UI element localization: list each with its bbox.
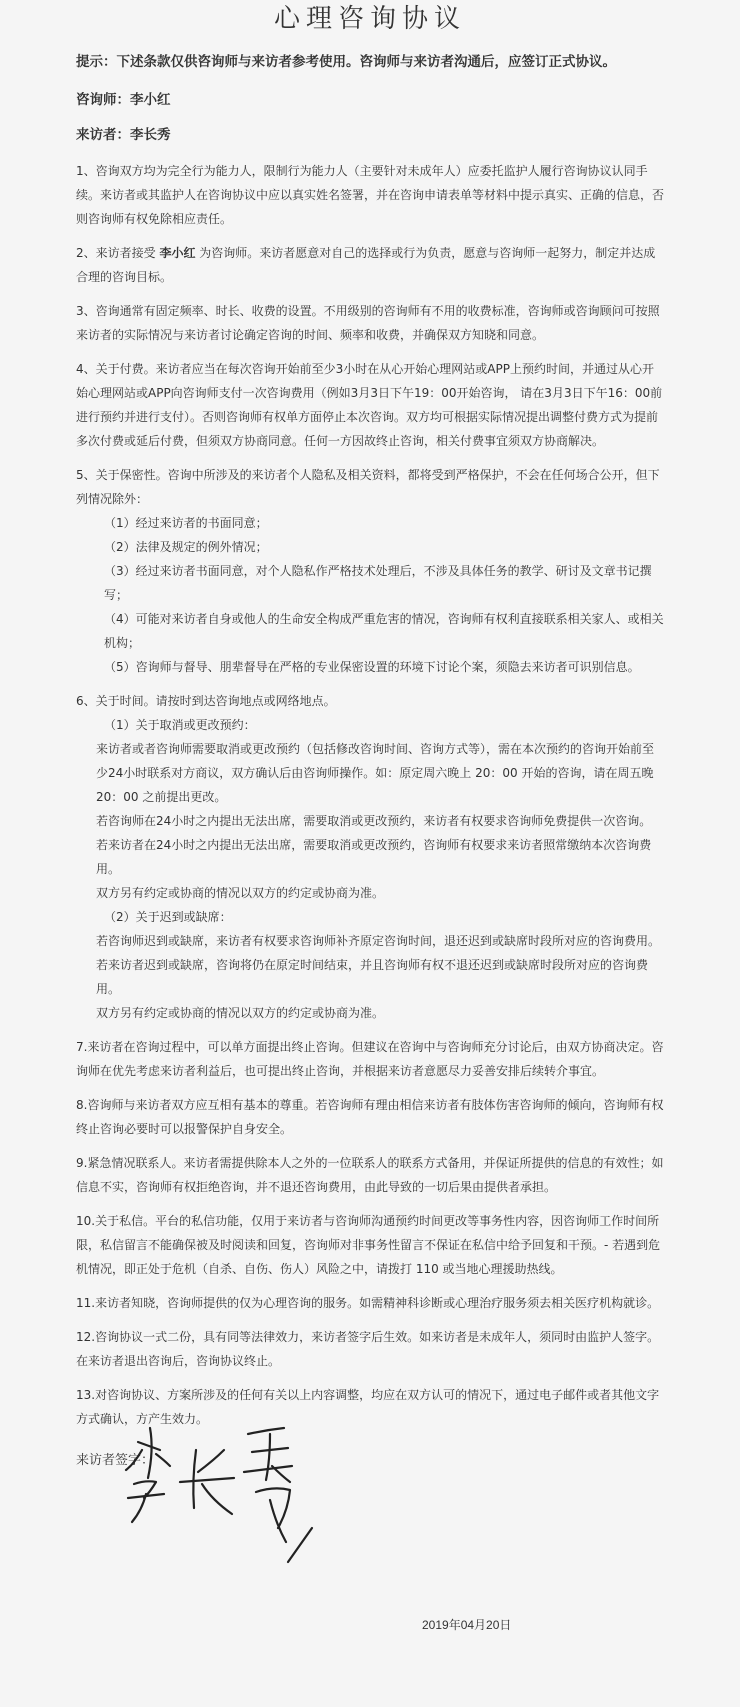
clause-7: 7.来访者在咨询过程中，可以单方面提出终止咨询。但建议在咨询中与咨询师充分讨论后，由双方协商决定。咨询师在优先考虑来访者利益后，也可提出终止咨询，并根据来访者意愿尽力妥善安排后续转介事宜。 (76, 1040, 664, 1078)
clause-1: 1、咨询双方均为完全行为能力人，限制行为能力人（主要针对未成年人）应委托监护人履行咨询协议认同手续。来访者或其监护人在咨询协议中应以真实姓名签署，并在咨询申请表单等材料中提示真实、正确的信息，否则咨询师有权免除相应责任。 (76, 164, 665, 226)
sign-date: 2019年04月20日 (422, 1618, 512, 1632)
clause-6-1-line: 若咨询师在24小时之内提出无法出席，需要取消或更改预约，来访者有权要求咨询师免费提供一次咨询。 (96, 814, 652, 828)
clause-6-2-line: 若来访者迟到或缺席，咨询将仍在原定时间结束，并且咨询师有权不退还迟到或缺席时段所对应的咨询费用。 (96, 958, 649, 996)
document-title: 心理咨询协议 (273, 4, 466, 34)
clause-5 (76, 463, 664, 679)
clause-2-counselor-name: 李小红 (159, 246, 196, 260)
clause-13: 13.对咨询协议、方案所涉及的任何有关以上内容调整，均应在双方认可的情况下，通过电子邮件或者其他文字方式确认，方产生效力。 (76, 1388, 660, 1426)
clause-5-item: （5）咨询师与督导、朋辈督导在严格的专业保密设置的环境下讨论个案，须隐去来访者可识别信息。 (104, 660, 640, 674)
counselor-line: 咨询师：李小红 (76, 92, 171, 108)
clause-6-2-line: 双方另有约定或协商的情况以双方的约定或协商为准。 (96, 1006, 385, 1020)
clause-2-pre: 2、来访者接受 (76, 246, 160, 260)
signature-label: 来访者签字： (76, 1453, 155, 1468)
client-signature (120, 1420, 340, 1570)
clauses (76, 159, 664, 1431)
clause-6-text: 6、关于时间。请按时到达咨询地点或网络地点。 (76, 694, 336, 708)
clause-5-text: 5、关于保密性。咨询中所涉及的来访者个人隐私及相关资料，都将受到严格保护，不会在任何场合公开，但下列情况除外： (76, 468, 660, 506)
clause-5-item: （1）经过来访者的书面同意； (104, 516, 268, 530)
clause-5-item: （2）法律及规定的例外情况； (104, 540, 268, 554)
clause-6-2-line: 若咨询师迟到或缺席，来访者有权要求咨询师补齐原定咨询时间，退还迟到或缺席时段所对应的咨询费用。 (96, 934, 661, 948)
clause-12: 12.咨询协议一式二份，具有同等法律效力，来访者签字后生效。如来访者是未成年人，须同时由监护人签字。在来访者退出咨询后，咨询协议终止。 (76, 1330, 660, 1368)
client-line: 来访者：李长秀 (76, 127, 171, 143)
clause-9: 9.紧急情况联系人。来访者需提供除本人之外的一位联系人的联系方式备用，并保证所提供的信息的有效性；如信息不实，咨询师有权拒绝咨询，并不退还咨询费用，由此导致的一切后果由提供者承担。 (76, 1156, 664, 1194)
clause-8: 8.咨询师与来访者双方应互相有基本的尊重。若咨询师有理由相信来访者有肢体伤害咨询师的倾向，咨询师有权终止咨询必要时可以报警保护自身安全。 (76, 1098, 664, 1136)
clause-6-1-line: 来访者或者咨询师需要取消或更改预约（包括修改咨询时间、咨询方式等），需在本次预约的咨询开始前至少24小时联系对方商议，双方确认后由咨询师操作。如：原定周六晚上 20：00 开始的咨询，请在周五晚 20：00 之前提出更改。 (96, 742, 655, 804)
clause-2-post: 为咨询师。来访者愿意对自己的选择或行为负责，愿意与咨询师一起努力，制定并达成合理的咨询目标。 (76, 246, 656, 284)
clause-6-2-heading: （2）关于迟到或缺席： (104, 910, 232, 924)
clause-11: 11.来访者知晓，咨询师提供的仅为心理咨询的服务。如需精神科诊断或心理治疗服务须去相关医疗机构就诊。 (76, 1296, 660, 1310)
clause-6-1-line: 双方另有约定或协商的情况以双方的约定或协商为准。 (96, 886, 385, 900)
tip-notice: 提示：下述条款仅供咨询师与来访者参考使用。咨询师与来访者沟通后，应签订正式协议。 (76, 54, 616, 70)
clause-6-1-line: 若来访者在24小时之内提出无法出席，需要取消或更改预约，咨询师有权要求来访者照常缴纳本次咨询费用。 (96, 838, 652, 876)
clause-6 (76, 689, 664, 1025)
clause-2 (76, 241, 664, 289)
clause-6-1-heading: （1）关于取消或更改预约： (104, 718, 256, 732)
clause-5-item: （4）可能对来访者自身或他人的生命安全构成严重危害的情况，咨询师有权利直接联系相关家人、或相关机构； (104, 612, 664, 650)
clause-4: 4、关于付费。来访者应当在每次咨询开始前至少3小时在从心开始心理网站或APP上预约时间，并通过从心开始心理网站或APP向咨询师支付一次咨询费用（例如3月3日下午19：00开始咨询， 请在3月3日下午16：00前进行预约并进行支付）。否则咨询师有权单方面停止本次咨询。双方均可根据实际情况提出调整付费方式为提前多次付费或延后付费，但须双方协商同意。任何一方因故终止咨询，相关付费事宜须双方协商解决。 (76, 362, 663, 448)
clause-5-item: （3）经过来访者书面同意，对个人隐私作严格技术处理后，不涉及具体任务的教学、研讨及文章书记撰写； (104, 564, 652, 602)
clause-3: 3、咨询通常有固定频率、时长、收费的设置。不用级别的咨询师有不用的收费标准，咨询师或咨询顾问可按照来访者的实际情况与来访者讨论确定咨询的时间、频率和收费，并确保双方知晓和同意。 (76, 304, 660, 342)
clause-10: 10.关于私信。平台的私信功能，仅用于来访者与咨询师沟通预约时间更改等事务性内容，因咨询师工作时间所限，私信留言不能确保被及时阅读和回复，咨询师对非事务性留言不保证在私信中给予回复和干预。- 若遇到危机情况，即正处于危机（自杀、自伤、伤人）风险之中，请拨打 110 或当地心理援助热线。 (76, 1214, 661, 1276)
